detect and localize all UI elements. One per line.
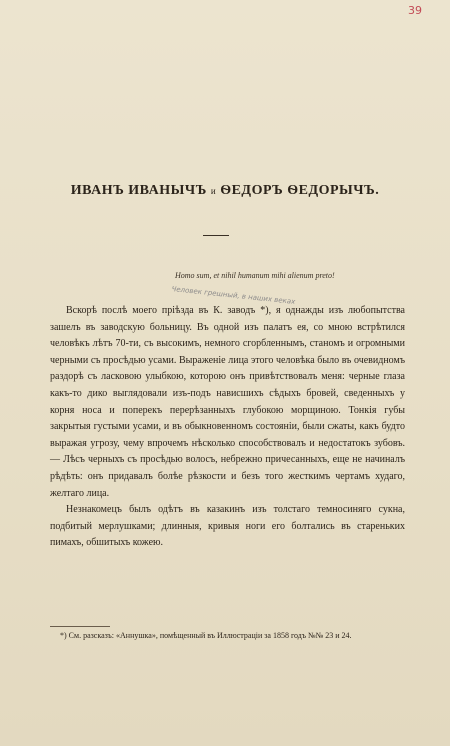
footnote-divider	[50, 626, 110, 627]
title-conjunction: и	[210, 186, 217, 196]
page-title	[0, 183, 450, 199]
page-number: 39	[408, 4, 422, 17]
title-divider	[203, 235, 229, 236]
footnote	[50, 629, 405, 643]
paragraph: Незнакомецъ былъ одѣтъ въ казакинъ изъ толстаго темносиняго сукна, подбитый мерлушками; длинныя, кривыя ноги его болтались въ стареньких пимахъ, обшитыхъ кожею.	[50, 504, 405, 549]
handwritten-annotation: Человек грешный, в наших веках	[171, 285, 296, 306]
body-text	[50, 303, 405, 552]
paragraph: Вскорѣ послѣ моего прiѣзда въ К. заводъ *), я однажды изъ любопытства зашелъ въ заводскую больницу. Въ одной изъ палатъ ея, со мною встрѣтился человѣкъ лѣтъ 70-ти, съ высокимъ, немного сгорбленнымъ, станомъ и огромными черными съ просѣдью усами. Выраженiе лица этого человѣка было въ очевидномъ раздорѣ съ ласковою улыбкою, которою онъ привѣтствовалъ меня: черные глаза какъ-то дико выглядовали изъ-подъ нависшихъ сѣдыхъ бровей, сведенныхъ у корня носа и поперекъ перерѣзанныхъ глубокою морщиною. Тонкiя губы закрытыя густыми усами, и въ обыкновенномъ состоянiи, были сжаты, какъ будто выражая угрозу, чему впрочемъ нѣсколько способствовалъ и недостатокъ зубовъ. — Лѣсъ черныхъ съ просѣдью волосъ, небрежно причесанныхъ, еще не начиналъ рѣдѣть: онъ придавалъ болѣе рѣзкости и безъ того жесткимъ чертамъ худаго, желтаго лица.	[50, 305, 405, 499]
footnote-text: *) См. разсказъ: «Аннушка», помѣщенный въ Иллюстрацiи за 1858 годъ №№ 23 и 24.	[60, 631, 352, 640]
epigraph: Homo sum, et nihil humanum mihi alienum preto!	[175, 271, 335, 280]
title-part-1: ИВАНЪ ИВАНЫЧЪ	[70, 183, 207, 198]
title-part-2: ѲЕДОРЪ ѲЕДОРЫЧЪ.	[220, 183, 380, 198]
